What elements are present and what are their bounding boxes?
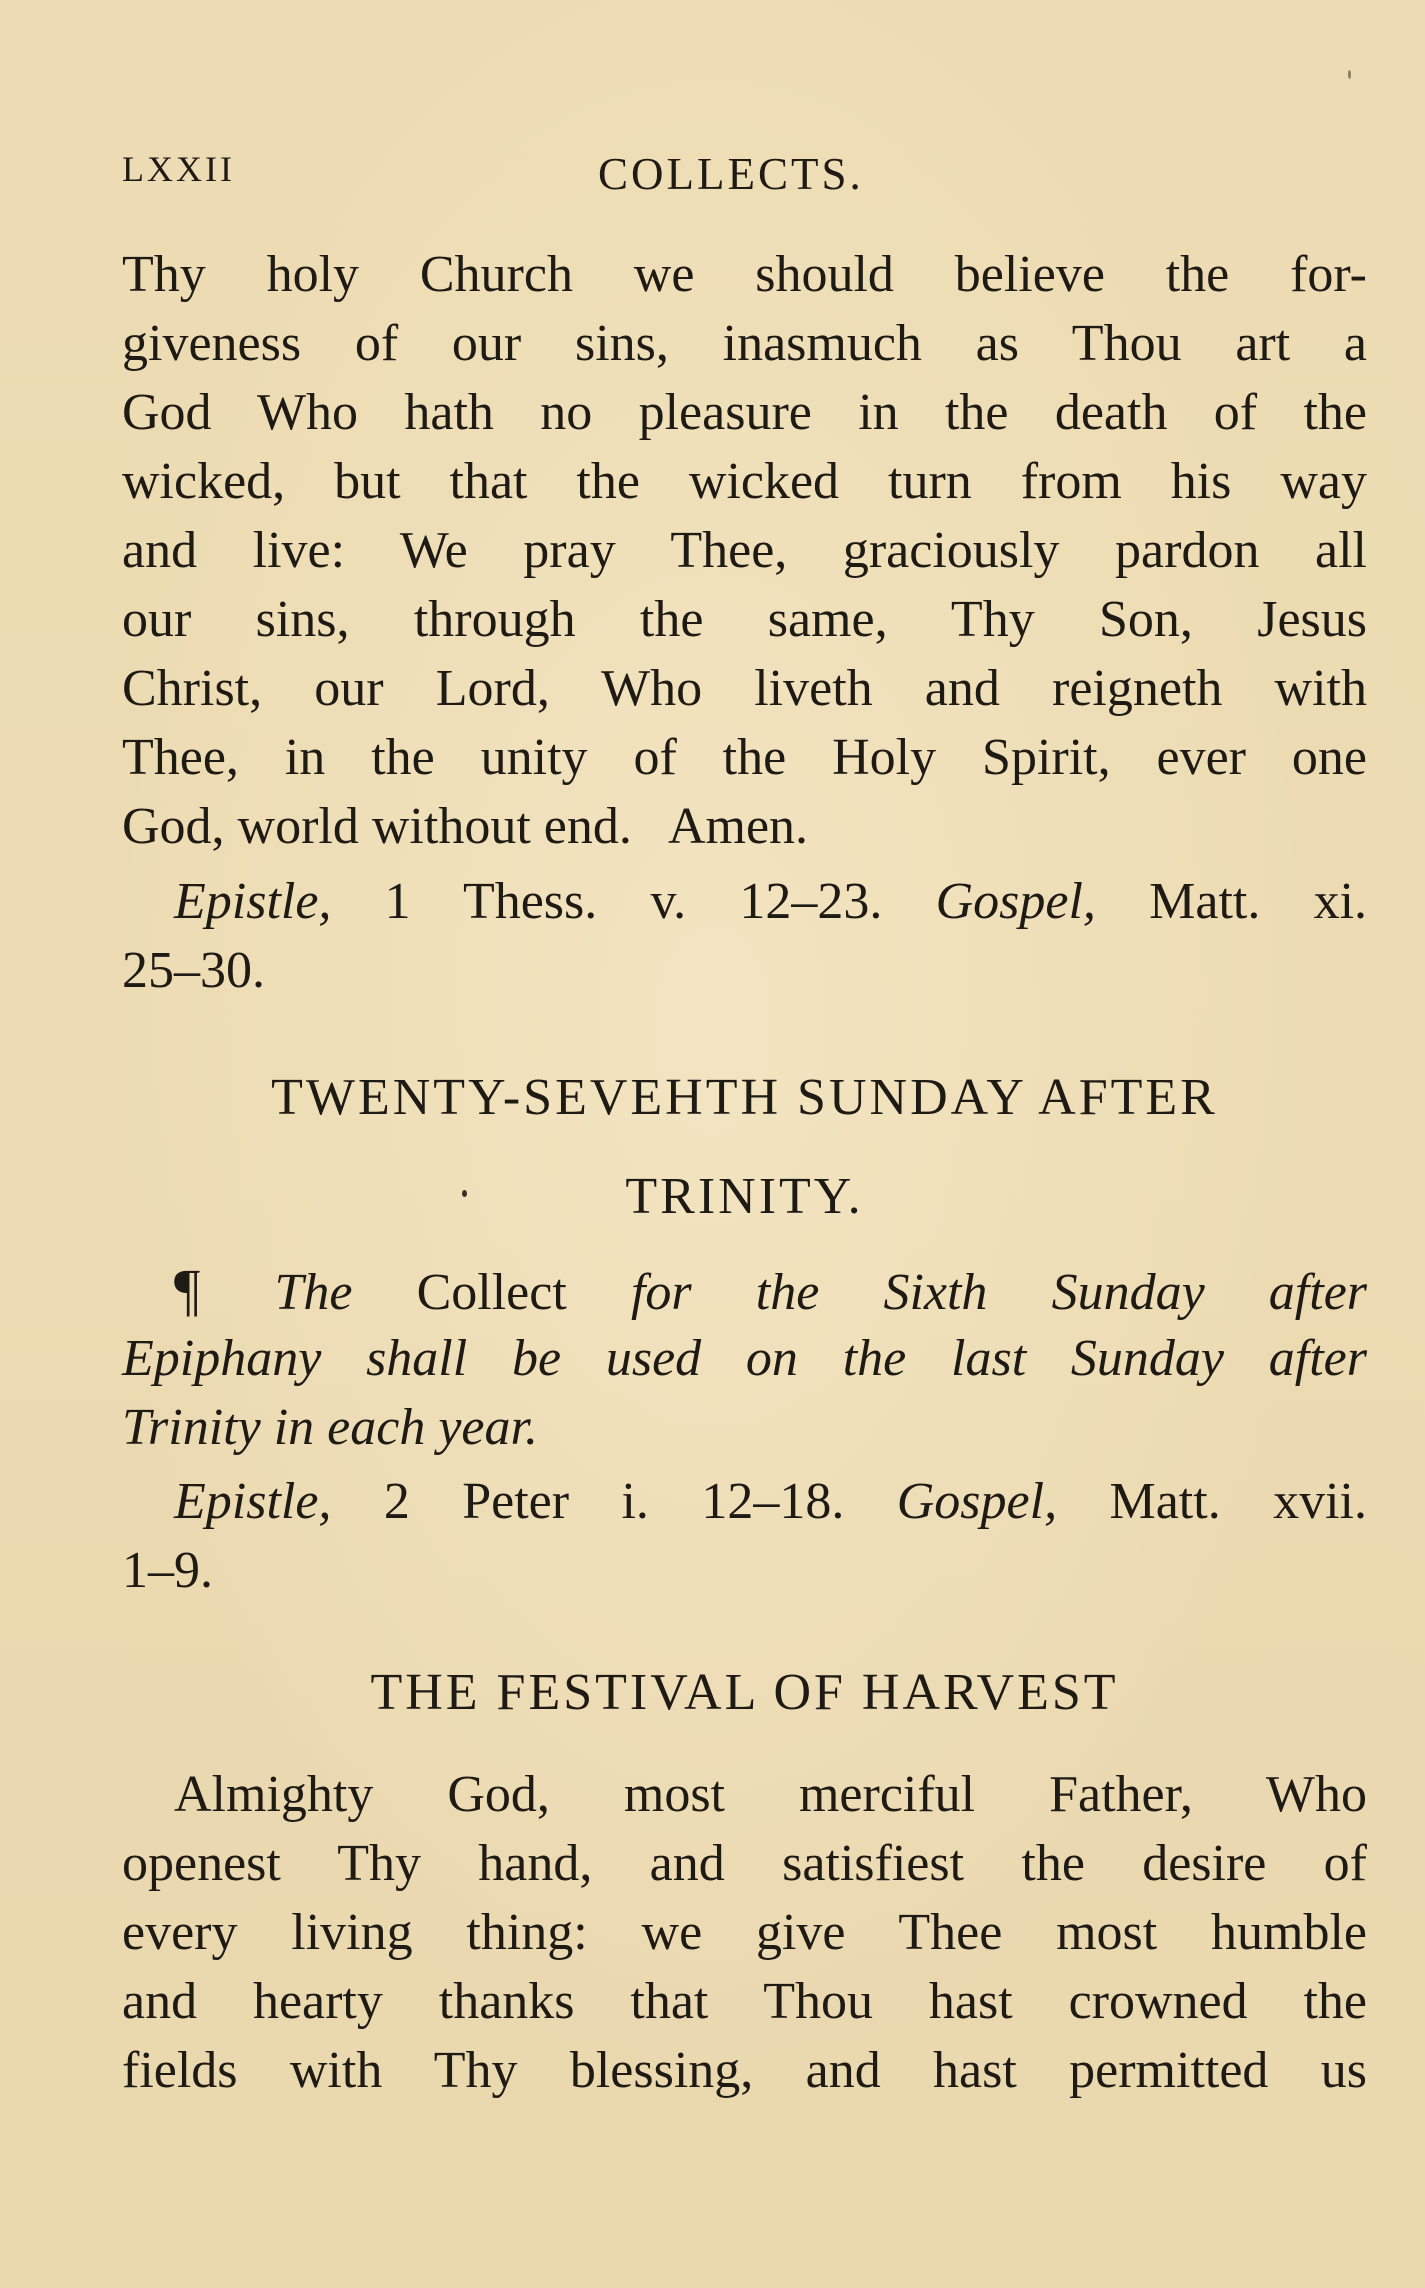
pilcrow-icon: ¶: [174, 1257, 201, 1322]
rubric-line: [122, 1255, 1367, 1324]
epistle-label: Epistle,: [174, 873, 332, 930]
gospel-reference: Matt. xvii.: [1109, 1473, 1367, 1530]
text-line: giveness of our sins, inasmuch as Thou art a: [122, 315, 1367, 372]
paper-mark: [1348, 70, 1351, 79]
epistle-reference: 2 Peter i. 12–18.: [383, 1473, 845, 1530]
rubric-line: Epiphany shall be used on the last Sunday after: [122, 1330, 1367, 1387]
page-number: LXXII: [122, 149, 235, 189]
rubric-line: Trinity in each year.: [122, 1399, 538, 1456]
epistle-label: Epistle,: [174, 1473, 332, 1530]
text-line: and hearty thanks that Thou hast crowned the: [122, 1973, 1367, 2030]
text-line: every living thing: we give Thee most humble: [122, 1904, 1367, 1961]
text-line: Thy holy Church we should believe the for-: [122, 246, 1367, 303]
rubric: [122, 1255, 1367, 1462]
text-line: fields with Thy blessing, and hast permitted us: [122, 2042, 1367, 2099]
text-line: our sins, through the same, Thy Son, Jesus: [122, 591, 1367, 648]
gospel-label: Gospel,: [896, 1473, 1058, 1530]
lessons-second: [122, 1467, 1367, 1605]
lessons-first: [122, 867, 1367, 1005]
text-line: Christ, our Lord, Who liveth and reigneth with: [122, 660, 1367, 717]
gospel-reference: Matt. xi.: [1149, 873, 1368, 930]
running-title: COLLECTS.: [598, 149, 864, 199]
section-heading-continued: TRINITY.: [625, 1168, 864, 1225]
lessons-line: [122, 1467, 1367, 1536]
gospel-label: Gospel,: [935, 873, 1096, 930]
harvest-collect: [122, 1760, 1367, 2105]
ink-speck: [462, 1190, 467, 1197]
section-heading: THE FESTIVAL OF HARVEST: [370, 1664, 1119, 1721]
text-line: openest Thy hand, and satisfiest the desire of: [122, 1835, 1367, 1892]
lessons-line: [122, 867, 1367, 936]
section-heading: TWENTY-SEVEHTH SUNDAY AFTER: [271, 1069, 1218, 1126]
running-head: [122, 148, 1372, 208]
text-line: Thee, in the unity of the Holy Spirit, ever one: [122, 729, 1367, 786]
text-line: God, world without end. Amen.: [122, 798, 809, 855]
lessons-continuation: 1–9.: [122, 1542, 213, 1599]
text-line: wicked, but that the wicked turn from his way: [122, 453, 1367, 510]
rubric-text-roman: Collect: [416, 1264, 567, 1321]
epistle-reference: 1 Thess. v. 12–23.: [384, 873, 883, 930]
text-line: God Who hath no pleasure in the death of the: [122, 384, 1367, 441]
rubric-text: The: [274, 1264, 353, 1321]
rubric-text: for the Sixth Sunday after: [630, 1264, 1368, 1321]
text-line: Almighty God, most merciful Father, Who: [174, 1766, 1367, 1823]
lessons-continuation: 25–30.: [122, 942, 265, 999]
text-line: and live: We pray Thee, graciously pardon all: [122, 522, 1367, 579]
collect-continued: [122, 240, 1367, 861]
